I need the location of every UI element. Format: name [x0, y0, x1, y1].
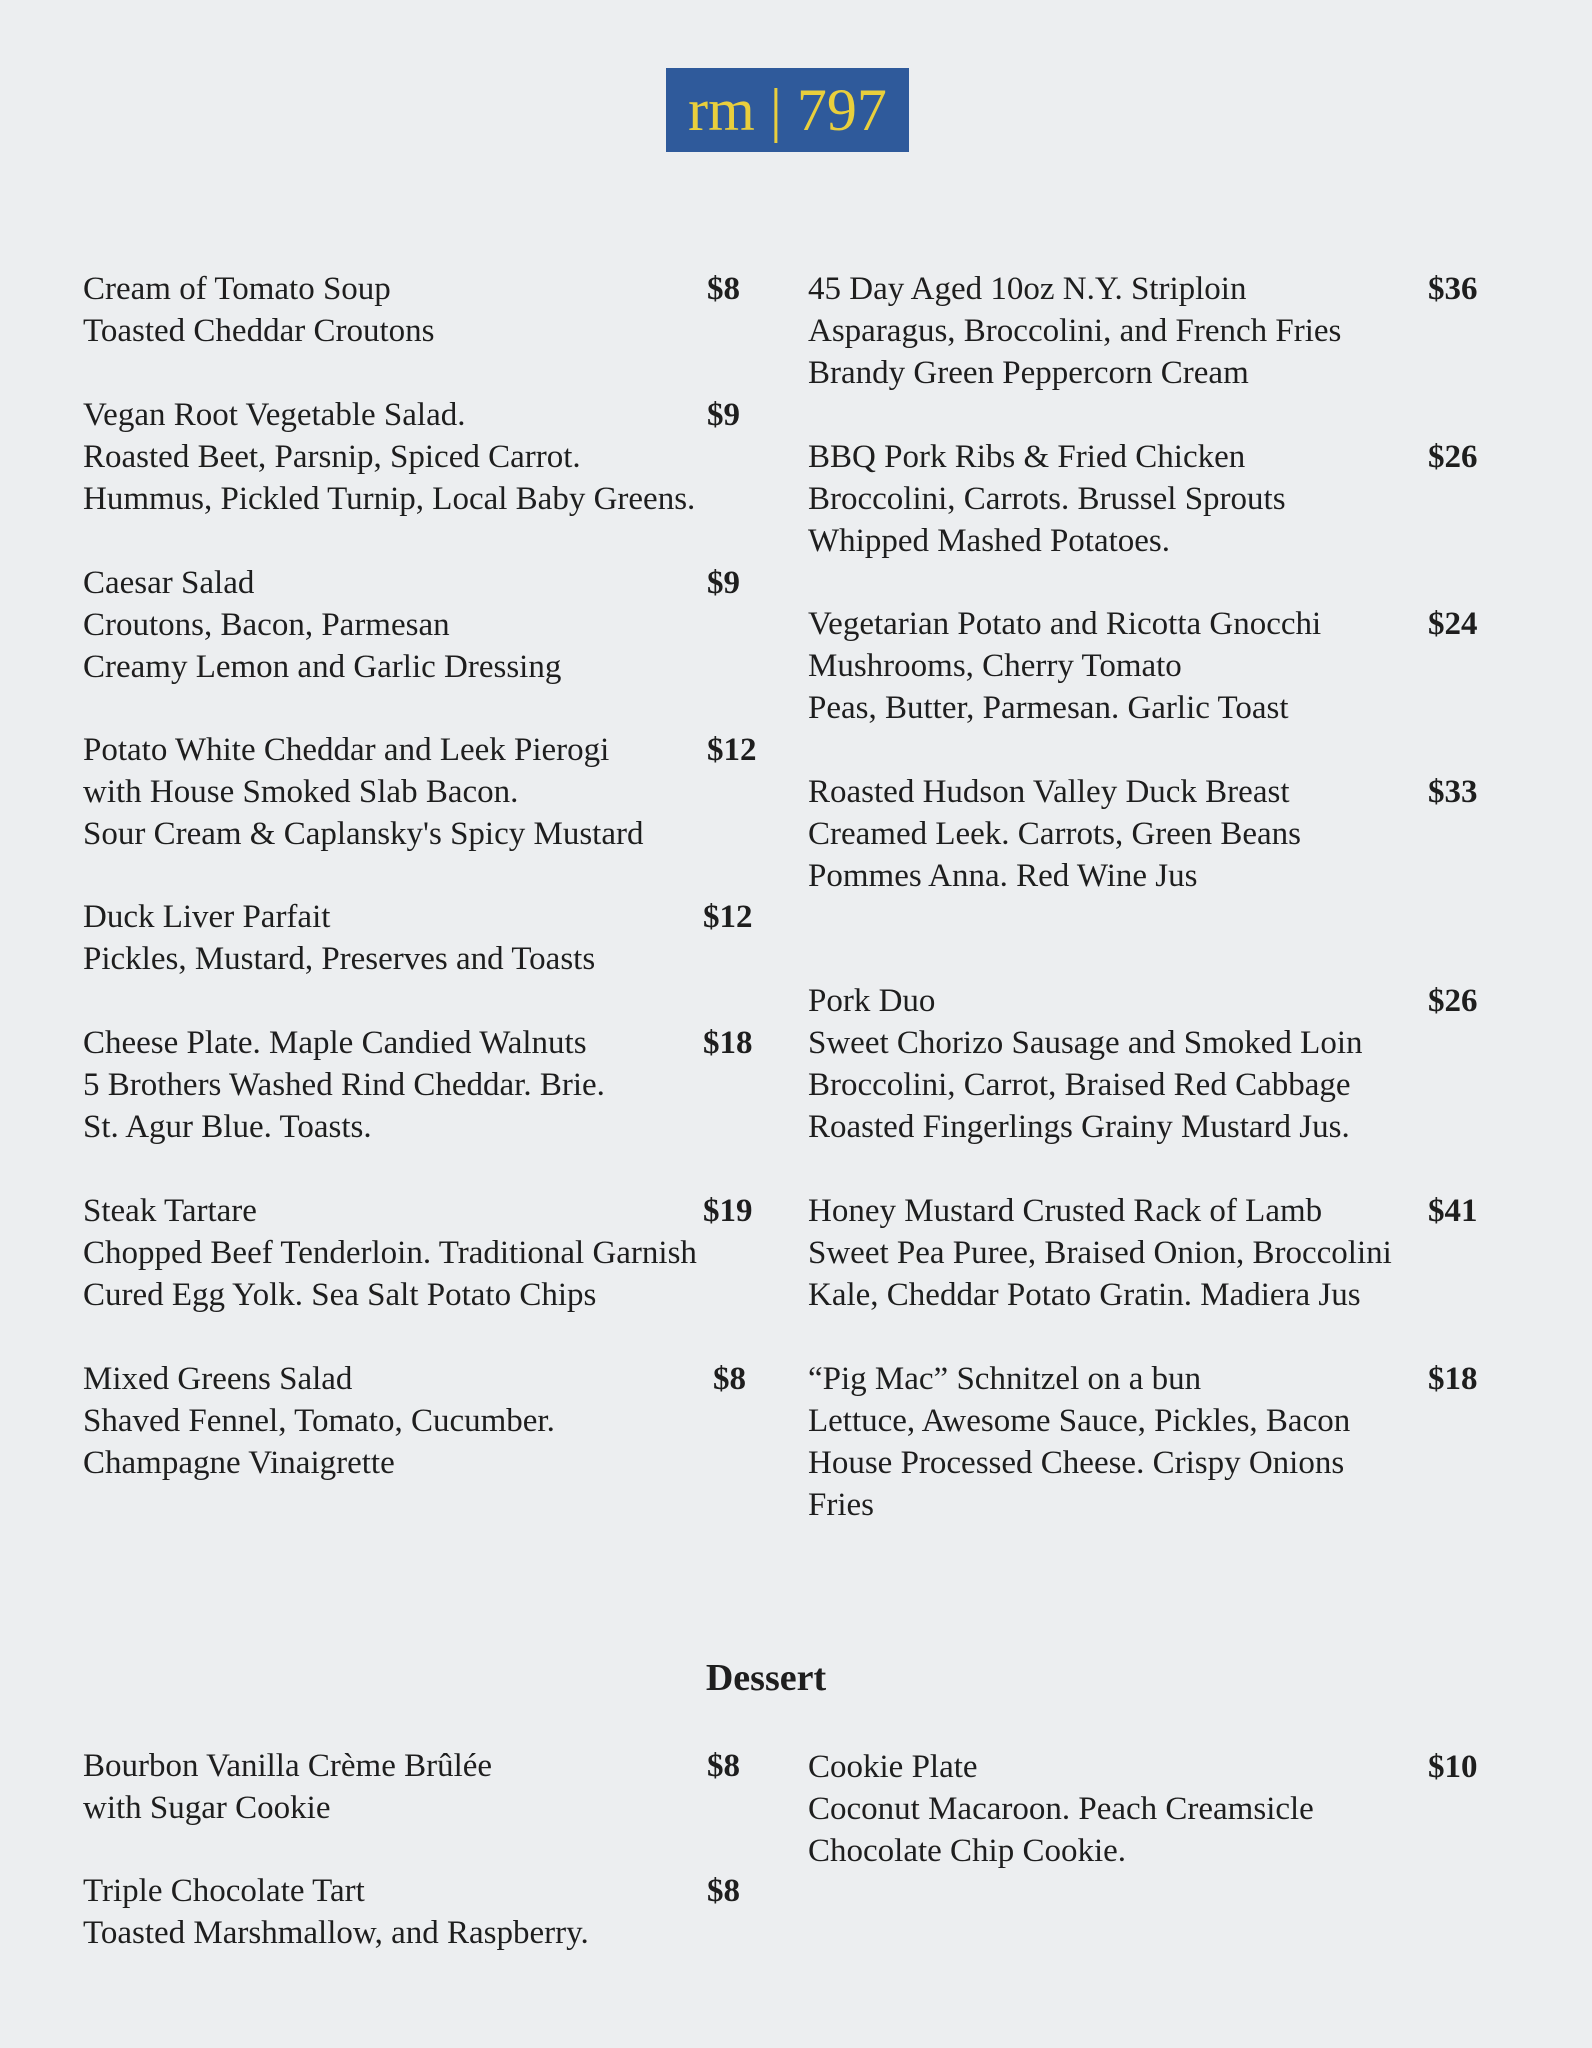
- item-name: Bourbon Vanilla Crème Brûlée: [83, 1748, 493, 1784]
- item-description: Sweet Pea Puree, Braised Onion, Broccolini: [808, 1235, 1392, 1271]
- item-price: $8: [707, 271, 740, 307]
- item-name: Cookie Plate: [808, 1749, 978, 1785]
- restaurant-logo: [666, 68, 909, 152]
- item-description: Lettuce, Awesome Sauce, Pickles, Bacon: [808, 1403, 1351, 1439]
- menu-item: [83, 1745, 763, 1829]
- item-name: “Pig Mac” Schnitzel on a bun: [808, 1361, 1202, 1397]
- item-name: Duck Liver Parfait: [83, 899, 331, 935]
- item-description: Mushrooms, Cherry Tomato: [808, 648, 1182, 684]
- item-name: Potato White Cheddar and Leek Pierogi: [83, 732, 610, 768]
- item-name: BBQ Pork Ribs & Fried Chicken: [808, 439, 1246, 475]
- menu-item: [808, 436, 1488, 562]
- item-description: Toasted Marshmallow, and Raspberry.: [83, 1915, 589, 1951]
- dessert-heading: Dessert: [705, 1657, 827, 1699]
- item-name: Caesar Salad: [83, 565, 255, 601]
- item-description: Broccolini, Carrot, Braised Red Cabbage: [808, 1067, 1351, 1103]
- item-price: $8: [707, 1873, 740, 1909]
- item-description: Cured Egg Yolk. Sea Salt Potato Chips: [83, 1277, 597, 1313]
- item-description: Toasted Cheddar Croutons: [83, 313, 435, 349]
- item-description: Creamy Lemon and Garlic Dressing: [83, 649, 562, 685]
- logo-separator: |: [769, 77, 782, 143]
- item-description: Roasted Fingerlings Grainy Mustard Jus.: [808, 1109, 1350, 1145]
- item-description: Chocolate Chip Cookie.: [808, 1833, 1127, 1869]
- item-price: $26: [1428, 439, 1478, 475]
- menu-item: [808, 771, 1488, 897]
- item-description: with House Smoked Slab Bacon.: [83, 774, 519, 810]
- menu-item: [83, 1358, 763, 1484]
- item-price: $8: [713, 1361, 746, 1397]
- item-price: $18: [1428, 1361, 1478, 1397]
- item-price: $12: [703, 899, 753, 935]
- item-description: Roasted Beet, Parsnip, Spiced Carrot.: [83, 439, 581, 475]
- item-description: Champagne Vinaigrette: [83, 1445, 395, 1481]
- menu-item: [83, 268, 763, 352]
- logo-text-right: 797: [796, 77, 887, 143]
- item-description: Whipped Mashed Potatoes.: [808, 523, 1171, 559]
- item-price: $33: [1428, 774, 1478, 810]
- item-description: Coconut Macaroon. Peach Creamsicle: [808, 1791, 1314, 1827]
- item-description: Asparagus, Broccolini, and French Fries: [808, 313, 1342, 349]
- item-description: Chopped Beef Tenderloin. Traditional Garnish: [83, 1235, 697, 1271]
- item-name: Mixed Greens Salad: [83, 1361, 353, 1397]
- item-description: Sour Cream & Caplansky's Spicy Mustard: [83, 816, 644, 852]
- menu-item: [83, 896, 763, 980]
- item-description: Broccolini, Carrots. Brussel Sprouts: [808, 481, 1286, 517]
- item-name: Roasted Hudson Valley Duck Breast: [808, 774, 1290, 810]
- menu-item: [83, 1022, 763, 1148]
- item-description: Sweet Chorizo Sausage and Smoked Loin: [808, 1025, 1363, 1061]
- item-description: Kale, Cheddar Potato Gratin. Madiera Jus: [808, 1277, 1361, 1313]
- item-description: St. Agur Blue. Toasts.: [83, 1109, 372, 1145]
- menu-item: [808, 268, 1488, 394]
- item-name: Honey Mustard Crusted Rack of Lamb: [808, 1193, 1323, 1229]
- item-price: $10: [1428, 1749, 1478, 1785]
- item-name: Vegan Root Vegetable Salad.: [83, 397, 466, 433]
- item-price: $19: [703, 1193, 753, 1229]
- menu-item: [83, 562, 763, 688]
- item-description: Pommes Anna. Red Wine Jus: [808, 858, 1198, 894]
- menu-item: [808, 980, 1488, 1148]
- item-description: Croutons, Bacon, Parmesan: [83, 607, 450, 643]
- item-description: 5 Brothers Washed Rind Cheddar. Brie.: [83, 1067, 605, 1103]
- item-name: 45 Day Aged 10oz N.Y. Striploin: [808, 271, 1247, 307]
- logo-text-left: rm: [688, 77, 755, 143]
- item-price: $9: [707, 565, 740, 601]
- item-price: $8: [707, 1748, 740, 1784]
- item-description: Brandy Green Peppercorn Cream: [808, 355, 1249, 391]
- item-description: Peas, Butter, Parmesan. Garlic Toast: [808, 690, 1289, 726]
- menu-item: [808, 603, 1488, 729]
- item-price: $24: [1428, 606, 1478, 642]
- item-description: Hummus, Pickled Turnip, Local Baby Greens.: [83, 481, 696, 517]
- item-name: Cream of Tomato Soup: [83, 271, 391, 307]
- menu-item: [83, 394, 763, 520]
- item-description: House Processed Cheese. Crispy Onions: [808, 1445, 1345, 1481]
- item-name: Vegetarian Potato and Ricotta Gnocchi: [808, 606, 1322, 642]
- item-price: $12: [707, 732, 757, 768]
- menu-item: [83, 1190, 763, 1316]
- menu-item: [808, 1358, 1488, 1526]
- item-description: with Sugar Cookie: [83, 1790, 331, 1826]
- item-name: Triple Chocolate Tart: [83, 1873, 365, 1909]
- item-price: $36: [1428, 271, 1478, 307]
- item-name: Cheese Plate. Maple Candied Walnuts: [83, 1025, 587, 1061]
- item-description: Shaved Fennel, Tomato, Cucumber.: [83, 1403, 555, 1439]
- item-price: $26: [1428, 983, 1478, 1019]
- menu-item: [83, 729, 763, 855]
- item-name: Steak Tartare: [83, 1193, 257, 1229]
- item-name: Pork Duo: [808, 983, 936, 1019]
- item-price: $9: [707, 397, 740, 433]
- item-description: Creamed Leek. Carrots, Green Beans: [808, 816, 1301, 852]
- menu-item: [808, 1190, 1488, 1316]
- item-description: Fries: [808, 1487, 874, 1523]
- item-description: Pickles, Mustard, Preserves and Toasts: [83, 941, 596, 977]
- menu-item: [808, 1746, 1488, 1872]
- menu-item: [83, 1870, 763, 1954]
- item-price: $18: [703, 1025, 753, 1061]
- item-price: $41: [1428, 1193, 1478, 1229]
